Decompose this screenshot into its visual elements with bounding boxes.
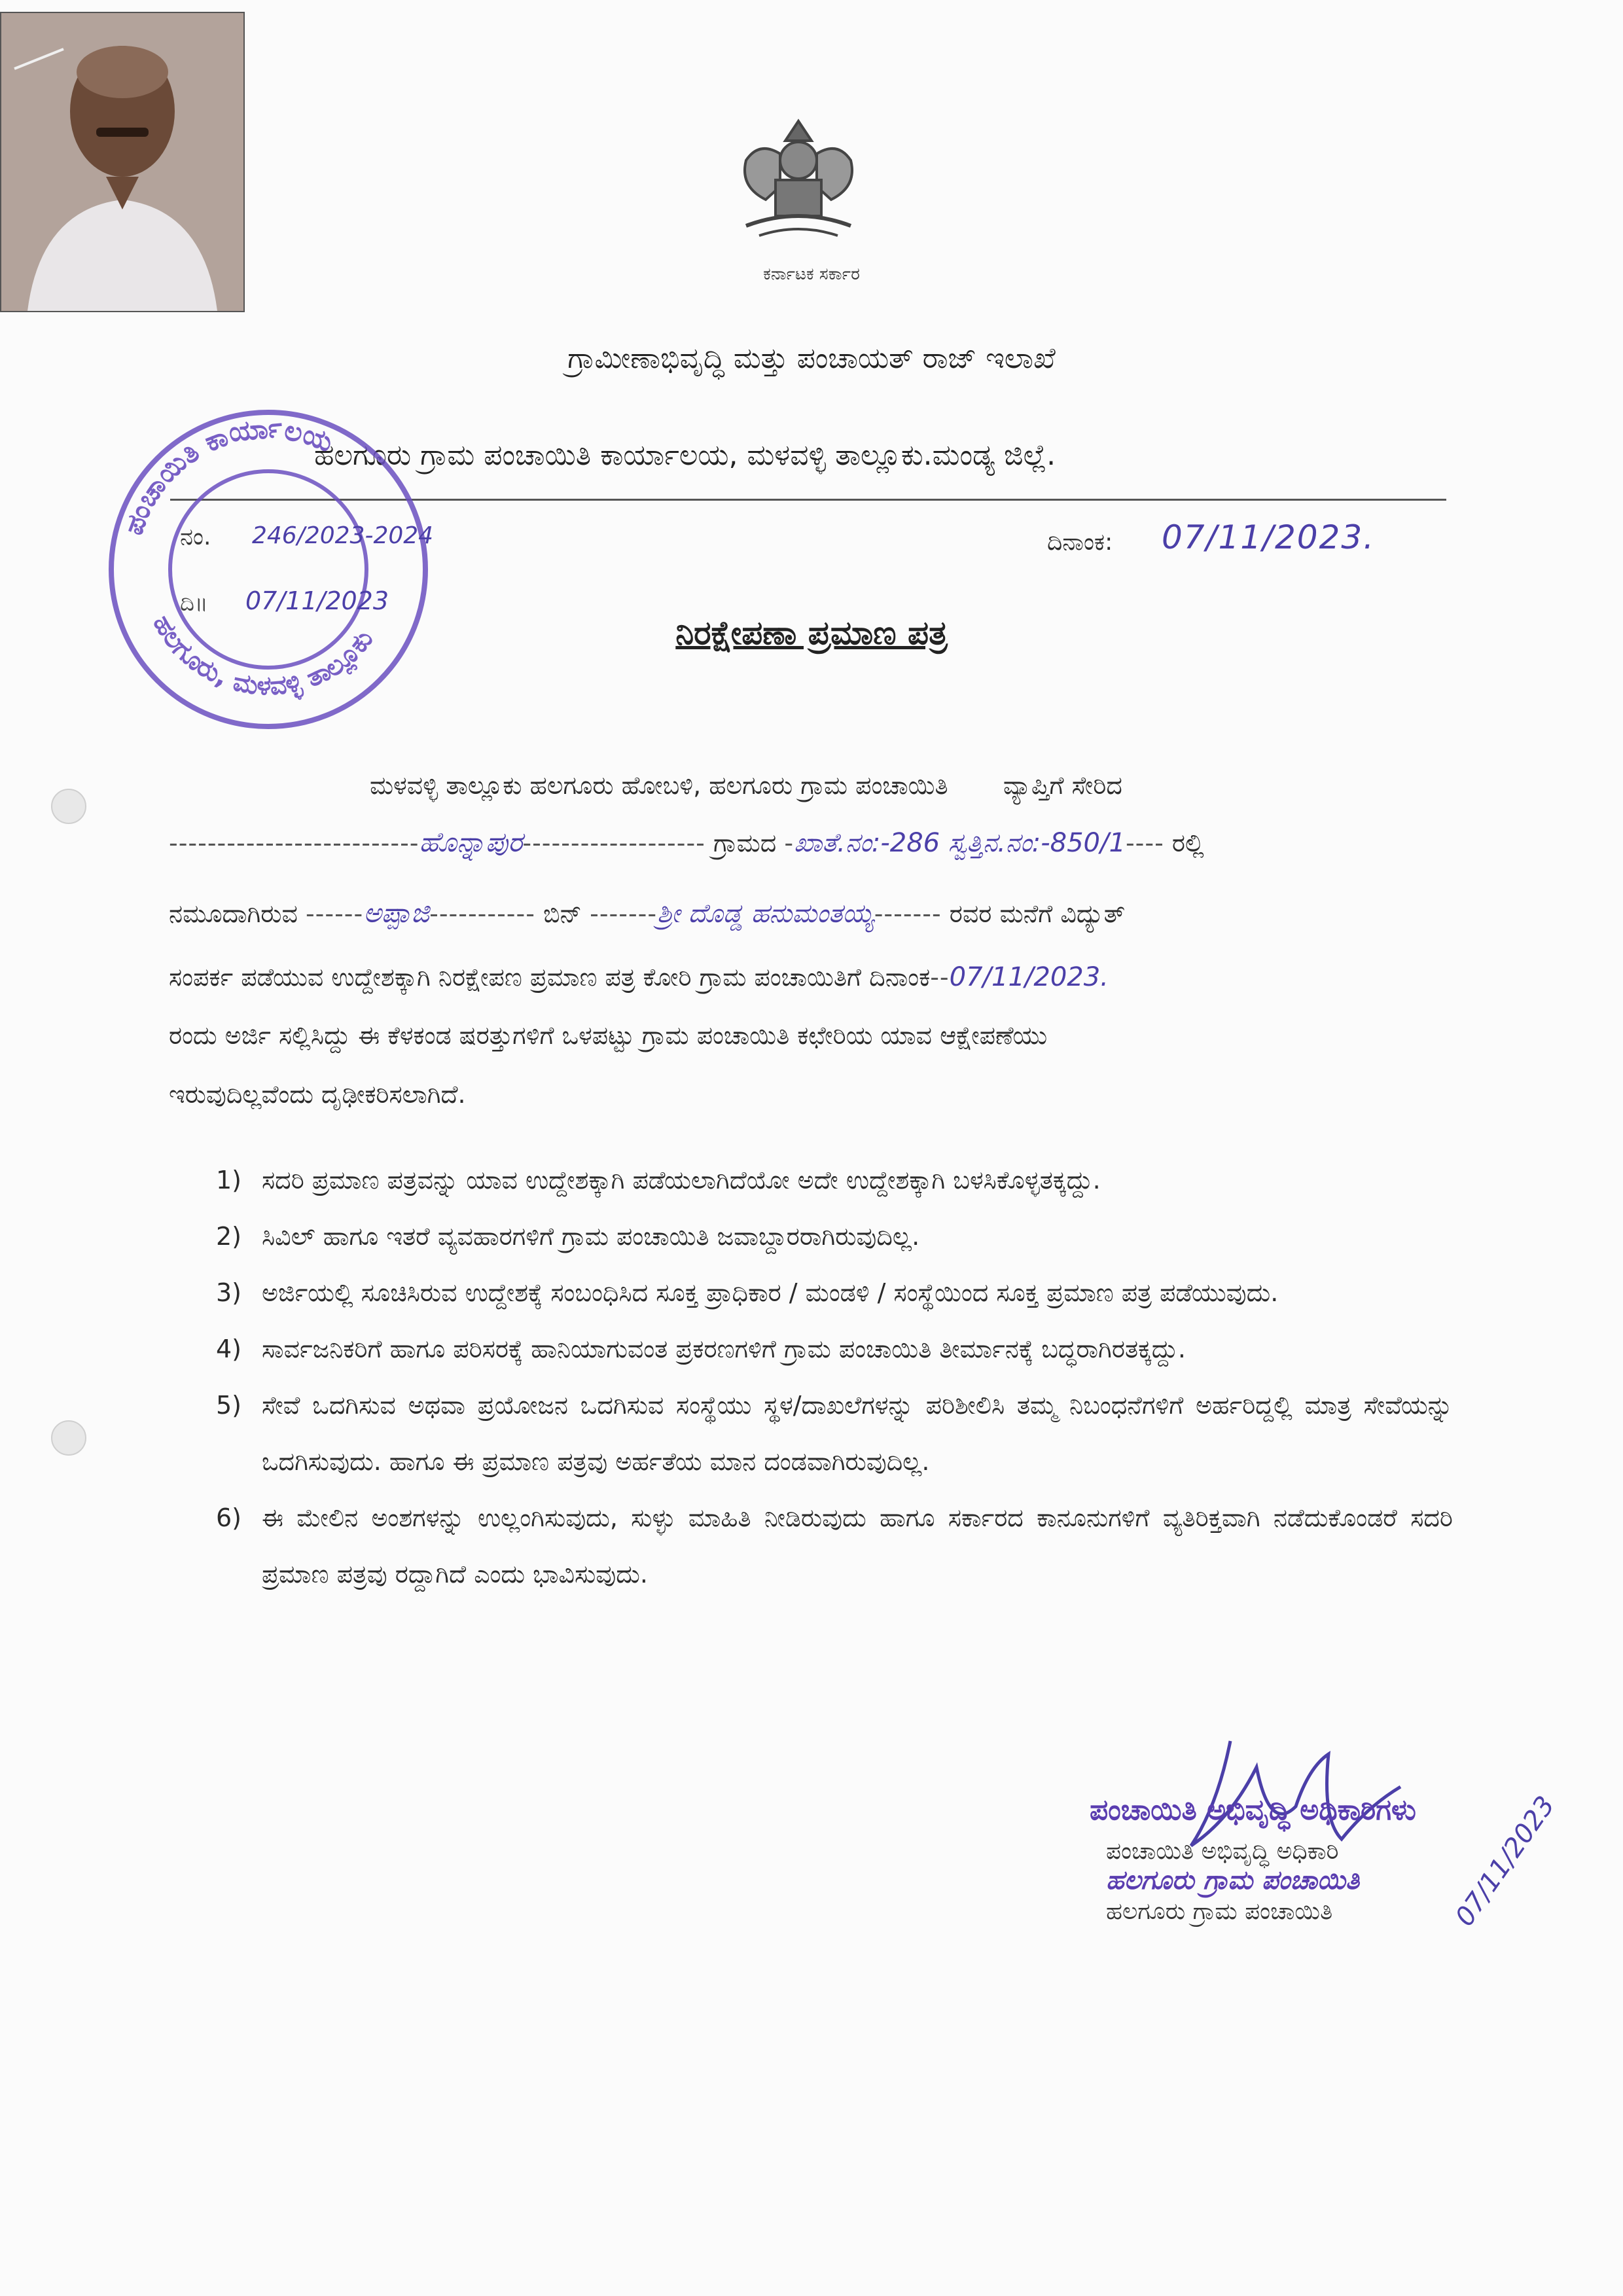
ref-label: ನಂ. bbox=[180, 524, 211, 550]
signature-print-title: ಪಂಚಾಯಿತಿ ಅಭಿವೃದ್ಧಿ ಅಧಿಕಾರಿ bbox=[1106, 1838, 1339, 1865]
dated-value: 07/11/2023 bbox=[245, 586, 389, 615]
condition-item-4: 4) ಸಾರ್ವಜನಿಕರಿಗೆ ಹಾಗೂ ಪರಿಸರಕ್ಕೆ ಹಾನಿಯಾಗುವಂತ ಪ್ರಕರಣಗಳಿಗೆ ಗ್ರಾಮ ಪಂಚಾಯಿತಿ ತೀರ್ಮಾನಕ್ಕೆ ಬದ್ಧರಾಗಿರತಕ್ಕದ್ದು. bbox=[216, 1335, 1186, 1363]
applicant-name: ಅಪ್ಪಾಜಿ bbox=[363, 897, 430, 929]
signature-date: 07/11/2023 bbox=[1450, 1791, 1561, 1932]
line4-text: ಸಂಪರ್ಕ ಪಡೆಯುವ ಉದ್ದೇಶಕ್ಕಾಗಿ ನಿರಕ್ಷೇಪಣ ಪ್ರಮಾಣ ಪತ್ರ ಕೋರಿ ಗ್ರಾಮ ಪಂಚಾಯಿತಿಗೆ ದಿನಾಂಕ bbox=[169, 963, 931, 992]
dated-label: ದಿ॥ bbox=[180, 590, 208, 617]
intro-text: ಮಳವಳ್ಳಿ ತಾಲ್ಲೂಕು ಹಲಗೂರು ಹೋಬಳಿ, ಹಲಗೂರು ಗ್ರಾಮ ಪಂಚಾಯಿತಿ bbox=[370, 771, 948, 800]
punch-hole-top bbox=[51, 789, 86, 824]
conditions-list bbox=[216, 1152, 1453, 1602]
named-label: ನಮೂದಾಗಿರುವ bbox=[169, 899, 298, 928]
place-suffix: ರಲ್ಲಿ bbox=[1171, 829, 1204, 857]
father-name: ಶ್ರೀ ದೊಡ್ಡ ಹನುಮಂತಯ್ಯ bbox=[657, 899, 874, 929]
line3-tail: ರವರ ಮನೆಗೆ ವಿದ್ಯುತ್ bbox=[949, 899, 1126, 928]
document-title: ನಿರಕ್ಷೇಪಣಾ ಪ್ರಮಾಣ ಪತ್ರ bbox=[675, 614, 948, 652]
condition-item-2: 2) ಸಿವಿಲ್ ಹಾಗೂ ಇತರೆ ವ್ಯವಹಾರಗಳಿಗೆ ಗ್ರಾಮ ಪಂಚಾಯಿತಿ ಜವಾಬ್ದಾರರಾಗಿರುವುದಿಲ್ಲ. bbox=[216, 1222, 920, 1251]
signature-stamp-office: ಹಲಗೂರು ಗ್ರಾಮ ಪಂಚಾಯಿತಿ bbox=[1106, 1865, 1360, 1895]
body-line-5: ರಂದು ಅರ್ಜಿ ಸಲ್ಲಿಸಿದ್ದು ಈ ಕೆಳಕಂಡ ಷರತ್ತುಗಳಿಗೆ ಒಳಪಟ್ಟು ಗ್ರಾಮ ಪಂಚಾಯಿತಿ ಕಛೇರಿಯ ಯಾವ ಆಕ್ಷೇಪಣೆಯು bbox=[169, 1021, 1048, 1050]
svg-text:ಪಂಚಾಯಿತಿ ಕಾರ್ಯಾಲಯ bbox=[117, 411, 338, 539]
village-name: ಹೊನ್ನಾಪುರ bbox=[419, 826, 523, 858]
panchayat-seal-icon bbox=[98, 399, 438, 740]
condition-item-1: 1) ಸದರಿ ಪ್ರಮಾಣ ಪತ್ರವನ್ನು ಯಾವ ಉದ್ದೇಶಕ್ಕಾಗಿ ಪಡೆಯಲಾಗಿದೆಯೋ ಅದೇ ಉದ್ದೇಶಕ್ಕಾಗಿ ಬಳಸಿಕೊಳ್ಳತಕ್ಕದ್ದು. bbox=[216, 1166, 1101, 1194]
application-date: 07/11/2023. bbox=[949, 962, 1109, 992]
body-line-2: --------------------------ಹೊನ್ನಾಪುರ------------------- ಗ್ರಾಮದ -ಖಾತೆ.ನಂ:-286 ಸ್ವತ್ತಿನ.ನಂ:-850/1---- ರಲ್ಲಿ bbox=[169, 826, 1204, 858]
seal-top-text: ಪಂಚಾಯಿತಿ ಕಾರ್ಯಾಲಯ bbox=[116, 411, 338, 539]
date-label: ದಿನಾಂಕ: bbox=[1047, 529, 1113, 556]
seal-bottom-text: ಹಲಗೂರು, ಮಳವಳ್ಳಿ ತಾಲ್ಲೂಕು bbox=[147, 610, 380, 702]
intro-tail: ವ್ಯಾಪ್ತಿಗೆ ಸೇರಿದ bbox=[1003, 771, 1122, 800]
condition-item-5: 5) ಸೇವೆ ಒದಗಿಸುವ ಅಥವಾ ಪ್ರಯೋಜನ ಒದಗಿಸುವ ಸಂಸ್ಥೆಯು ಸ್ಥಳ/ದಾಖಲೆಗಳನ್ನು ಪರಿಶೀಲಿಸಿ ತಮ್ಮ ನಿಬಂಧನೆಗಳಿಗೆ ಅರ್ಹರಿದ್ದಲ್ಲಿ ಮಾತ್ರ ಸೇವೆಯನ್ನು ಒದಗಿಸುವುದು. ಹಾಗೂ ಈ ಪ್ರಮಾಣ ಪತ್ರವು ಅರ್ಹತೆಯ ಮಾನ ದಂಡವಾಗಿರುವುದಿಲ್ಲ. bbox=[216, 1391, 1453, 1476]
body-line-6: ಇರುವುದಿಲ್ಲವೆಂದು ದೃಢೀಕರಿಸಲಾಗಿದೆ. bbox=[169, 1080, 466, 1109]
condition-item-6: 6) ಈ ಮೇಲಿನ ಅಂಶಗಳನ್ನು ಉಲ್ಲಂಗಿಸುವುದು, ಸುಳ್ಳು ಮಾಹಿತಿ ನೀಡಿರುವುದು ಹಾಗೂ ಸರ್ಕಾರದ ಕಾನೂನುಗಳಿಗೆ ವ್ಯತಿರಿಕ್ತವಾಗಿ ನಡೆದುಕೊಂಡರೆ ಸದರಿ ಪ್ರಮಾಣ ಪತ್ರವು ರದ್ದಾಗಿದೆ ಎಂದು ಭಾವಿಸುವುದು. bbox=[216, 1503, 1453, 1588]
village-label: ಗ್ರಾಮದ bbox=[713, 829, 777, 857]
body-line-1 bbox=[370, 771, 1122, 800]
signature-stamp-title: ಪಂಚಾಯಿತಿ ಅಭಿವೃದ್ಧಿ ಅಧಿಕಾರಿಗಳು bbox=[1090, 1793, 1416, 1827]
body-line-4: ಸಂಪರ್ಕ ಪಡೆಯುವ ಉದ್ದೇಶಕ್ಕಾಗಿ ನಿರಕ್ಷೇಪಣ ಪ್ರಮಾಣ ಪತ್ರ ಕೋರಿ ಗ್ರಾಮ ಪಂಚಾಯಿತಿಗೆ ದಿನಾಂಕ--07/11/2023. bbox=[169, 962, 1109, 992]
department-name: ಗ್ರಾಮೀಣಾಭಿವೃದ್ಧಿ ಮತ್ತು ಪಂಚಾಯತ್ ರಾಜ್ ಇಲಾಖೆ bbox=[567, 342, 1056, 375]
ref-number: 246/2023-2024 bbox=[252, 522, 434, 549]
property-number: ಖಾತೆ.ನಂ:-286 ಸ್ವತ್ತಿನ.ನಂ:-850/1 bbox=[794, 828, 1126, 858]
son-of-label: ಬಿನ್ bbox=[543, 899, 582, 928]
office-name: ಹಲಗೂರು ಗ್ರಾಮ ಪಂಚಾಯಿತಿ ಕಾರ್ಯಾಲಯ, ಮಳವಳ್ಳಿ ತಾಲ್ಲೂಕು.ಮಂಡ್ಯ ಜಿಲ್ಲೆ. bbox=[314, 439, 1056, 472]
signature-print-office: ಹಲಗೂರು ಗ್ರಾಮ ಪಂಚಾಯಿತಿ bbox=[1106, 1898, 1333, 1925]
condition-item-3: 3) ಅರ್ಜಿಯಲ್ಲಿ ಸೂಚಿಸಿರುವ ಉದ್ದೇಶಕ್ಕೆ ಸಂಬಂಧಿಸಿದ ಸೂಕ್ತ ಪ್ರಾಧಿಕಾರ / ಮಂಡಳಿ / ಸಂಸ್ಥೆಯಿಂದ ಸೂಕ್ತ ಪ್ರಮಾಣ ಪತ್ರ ಪಡೆಯುವುದು. bbox=[216, 1278, 1279, 1307]
body-line-3: ನಮೂದಾಗಿರುವ ------ಅಪ್ಪಾಜಿ----------- ಬಿನ್ -------ಶ್ರೀ ದೊಡ್ಡ ಹನುಮಂತಯ್ಯ------- ರವರ ಮನೆಗೆ ವಿದ್ಯುತ್ bbox=[169, 897, 1126, 929]
punch-hole-bottom bbox=[51, 1420, 86, 1456]
karnataka-emblem-icon bbox=[720, 115, 877, 245]
date-value: 07/11/2023. bbox=[1162, 518, 1376, 556]
government-name: ಕರ್ನಾಟಕ ಸರ್ಕಾರ bbox=[763, 264, 860, 284]
